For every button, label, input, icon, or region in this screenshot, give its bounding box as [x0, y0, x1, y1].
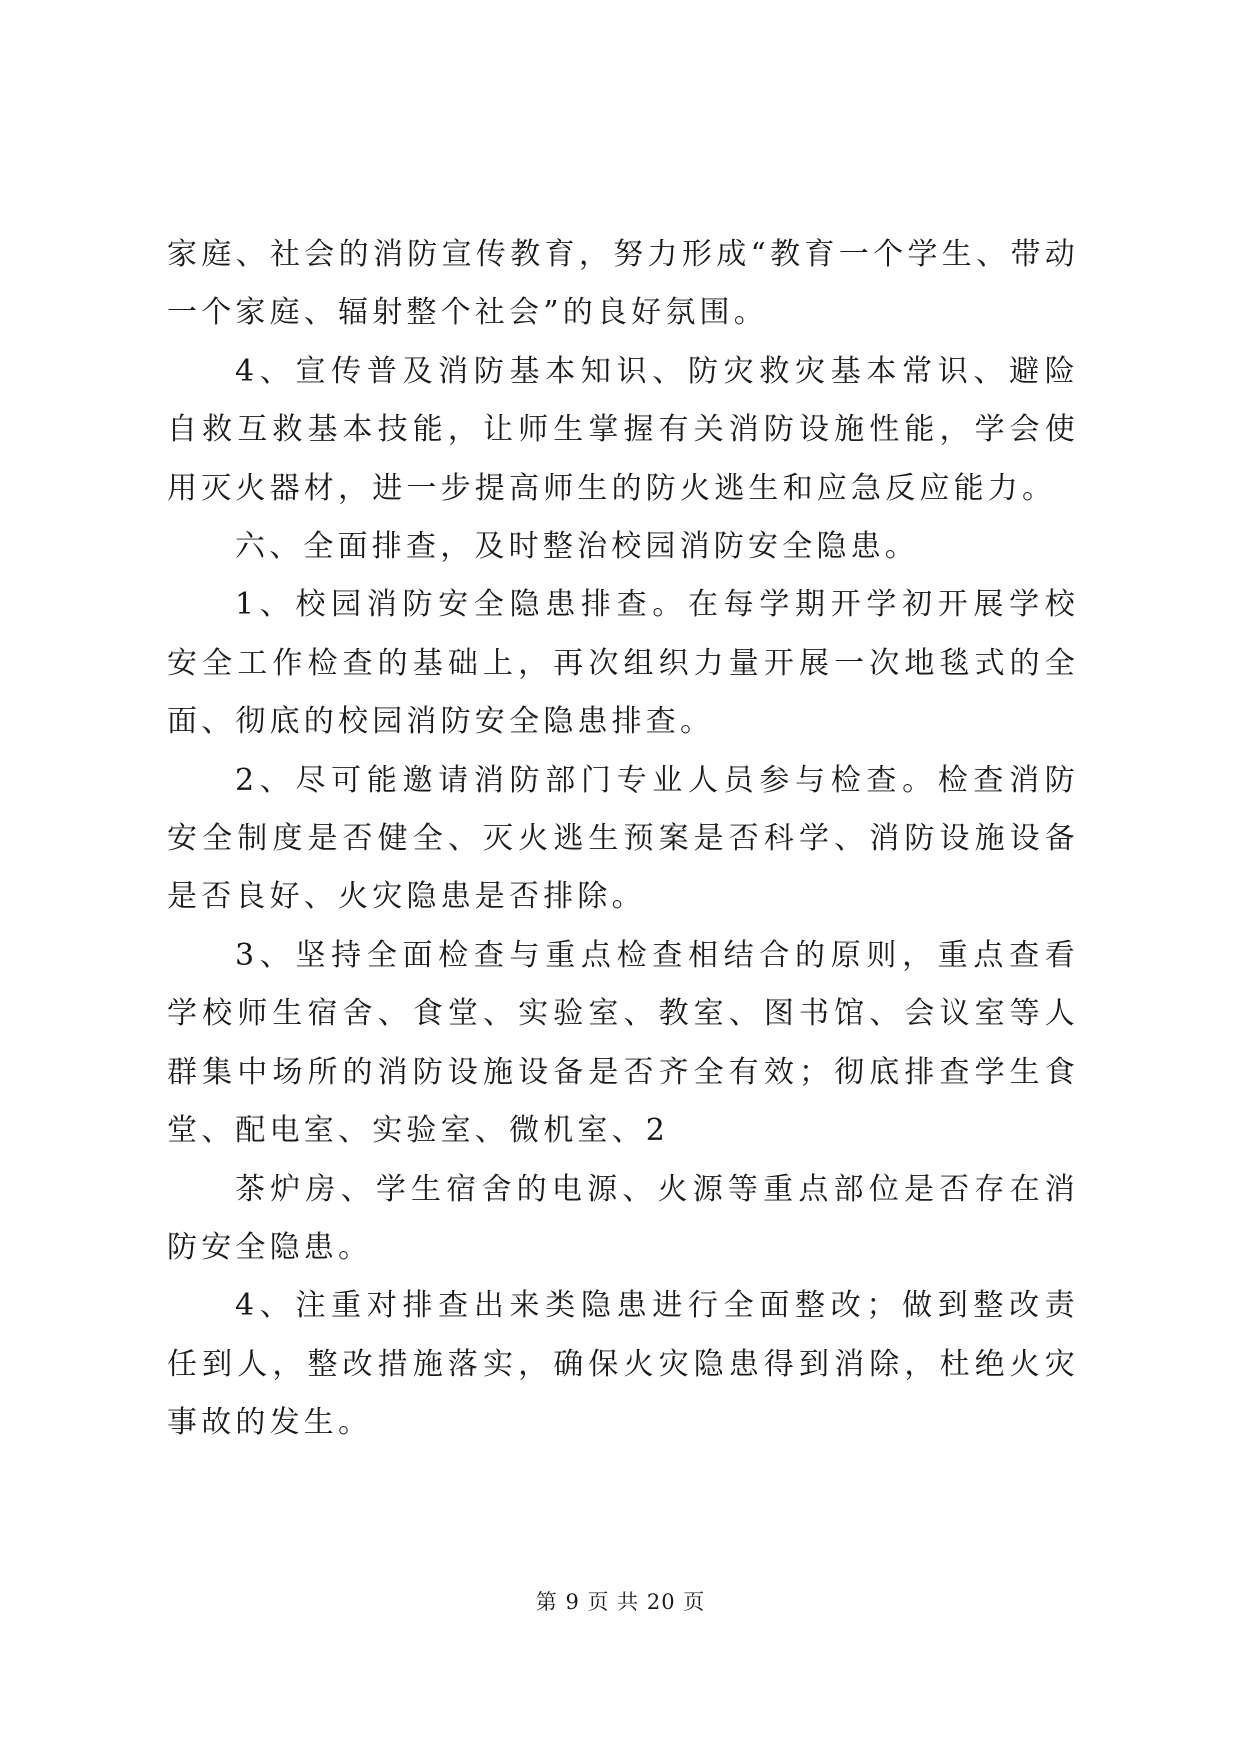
- paragraph-item-3-key-areas: 3、坚持全面检查与重点检查相结合的原则，重点查看学校师生宿舍、食堂、实验室、教室、图书馆、会议室等人群集中场所的消防设施设备是否齐全有效；彻底排查学生食堂、配电室、实验室、微机室、2: [167, 937, 1079, 1149]
- paragraph-item-2-experts: 2、尽可能邀请消防部门专业人员参与检查。检查消防安全制度是否健全、灭火逃生预案是否科学、消防设施设备是否良好、火灾隐患是否排除。: [167, 762, 1079, 915]
- paragraph-item-4-rectification: 4、注重对排查出来类隐患进行全面整改；做到整改责任到人，整改措施落实，确保火灾隐患得到消除，杜绝火灾事故的发生。: [167, 1288, 1079, 1441]
- paragraph-item-4-publicity: 4、宣传普及消防基本知识、防灾救灾基本常识、避险自救互救基本技能，让师生掌握有关消防设施性能，学会使用灭火器材，进一步提高师生的防火逃生和应急反应能力。: [167, 353, 1079, 506]
- paragraph-item-3-continued: 茶炉房、学生宿舍的电源、火源等重点部位是否存在消防安全隐患。: [167, 1171, 1079, 1265]
- paragraph-item-1-inspection: 1、校园消防安全隐患排查。在每学期开学初开展学校安全工作检查的基础上，再次组织力量开展一次地毯式的全面、彻底的校园消防安全隐患排查。: [167, 587, 1079, 740]
- page-number-footer: 第 9 页 共 20 页: [535, 1590, 706, 1614]
- section-heading-six: 六、全面排查，及时整治校园消防安全隐患。: [235, 529, 919, 565]
- document-body: [167, 226, 1079, 1453]
- paragraph-continuation: 家庭、社会的消防宣传教育，努力形成“教育一个学生、带动一个家庭、辐射整个社会”的良好氛围。: [167, 237, 1079, 331]
